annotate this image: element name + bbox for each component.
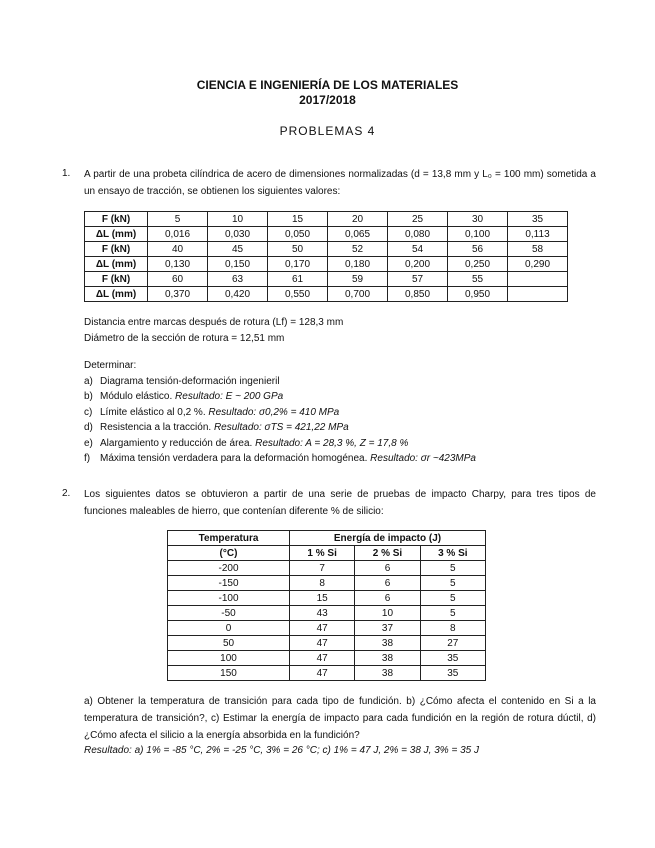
problem-1-intro: A partir de una probeta cilíndrica de acero de dimensiones normalizadas (d = 13,8 mm y L₀ = 100 mm) sometida a un ensayo de tracción, se obtienen los siguientes valores: [84,169,596,197]
task-label: f) [84,453,91,464]
table-cell: -150 [168,576,290,591]
row-header: F (kN) [85,212,148,227]
task-text: Máxima tensión verdadera para la deformación homogénea. [100,453,371,464]
table-cell: -100 [168,591,290,606]
table-cell: 5 [420,591,485,606]
table-cell: 38 [355,651,420,666]
table-cell: 0,950 [448,287,508,302]
task-text: Diagrama tensión-deformación ingenieril [100,375,280,387]
row-header: F (kN) [85,272,148,287]
table-cell: 0,065 [328,227,388,242]
table-cell: 38 [355,666,420,681]
table-cell: 35 [420,666,485,681]
table-cell: 100 [168,651,290,666]
table-cell: 8 [290,576,355,591]
table-cell: 30 [448,212,508,227]
table-row [168,561,486,576]
task-item [84,374,596,390]
doc-title: CIENCIA E INGENIERÍA DE LOS MATERIALES [196,78,459,92]
problem-2-number: 2. [62,488,71,499]
header-col: 2 % Si [355,546,420,561]
table-cell [508,287,568,302]
table-cell: 15 [268,212,328,227]
table-row [85,242,568,257]
table-cell: 50 [268,242,328,257]
table-cell: 58 [508,242,568,257]
task-item [84,451,596,467]
table-cell: 6 [355,591,420,606]
table-cell: 47 [290,666,355,681]
task-list [84,374,596,467]
task-result: Resultado: σTS = 421,22 MPa [213,422,349,433]
table-cell: 0,050 [268,227,328,242]
task-label: a) [84,375,93,387]
table-cell: -50 [168,606,290,621]
charpy-table [167,530,486,681]
table-cell: 27 [420,636,485,651]
table-cell: -200 [168,561,290,576]
table-cell: 25 [388,212,448,227]
table-cell: 150 [168,666,290,681]
table-cell: 6 [355,561,420,576]
table-cell: 61 [268,272,328,287]
table-cell: 0,170 [268,257,328,272]
table-cell: 59 [328,272,388,287]
table-cell: 20 [328,212,388,227]
table-cell: 0,150 [208,257,268,272]
table-cell: 60 [148,272,208,287]
problem-1-number: 1. [62,168,71,179]
header-col: 3 % Si [420,546,485,561]
doc-subtitle: PROBLEMAS 4 [279,124,376,138]
task-result: Resultado: σr ~423MPa [370,453,476,464]
task-result: Resultado: A = 28,3 %, Z = 17,8 % [255,437,409,449]
determine-label: Determinar: [84,360,137,371]
table-cell: 0,370 [148,287,208,302]
task-label: c) [84,406,93,418]
table-cell: 37 [355,621,420,636]
header-unit: (°C) [168,546,290,561]
table-row [168,606,486,621]
table-cell: 15 [290,591,355,606]
task-result: Resultado: σ0,2% = 410 MPa [208,406,340,418]
table-cell: 6 [355,576,420,591]
table-cell: 0 [168,621,290,636]
table-cell: 52 [328,242,388,257]
problem-1-data [84,315,596,467]
task-result: Resultado: E ~ 200 GPa [175,391,284,402]
problem-2-questions: a) Obtener la temperatura de transición para cada tipo de fundición. b) ¿Cómo afecta el contenido en Si a la temperatura de transición?, c) Estimar la energía de impacto para cada fundición en la región de rotura dúctil, d) ¿Cómo afecta el silicio a la energía absorbida en la fundición? [84,696,596,741]
table-row [168,666,486,681]
table-cell [508,272,568,287]
table-cell: 55 [448,272,508,287]
task-item [84,436,596,452]
table-row [85,257,568,272]
row-header: ΔL (mm) [85,227,148,242]
final-length: Distancia entre marcas después de rotura (Lf) = 128,3 mm [84,317,344,328]
table-row [168,636,486,651]
table-cell: 5 [148,212,208,227]
task-text: Módulo elástico. [100,391,176,402]
table-row [85,227,568,242]
table-row [168,591,486,606]
problem-2-intro: Los siguientes datos se obtuvieron a partir de una serie de pruebas de impacto Charpy, para tres tipos de funciones maleables de hierro, que contenían diferente % de silicio: [84,489,596,517]
task-label: d) [84,422,93,433]
row-header: ΔL (mm) [85,287,148,302]
table-cell: 8 [420,621,485,636]
task-text: Límite elástico al 0,2 %. [100,406,209,418]
table-row [85,212,568,227]
table-cell: 0,016 [148,227,208,242]
table-row [85,272,568,287]
table-cell: 0,030 [208,227,268,242]
table-row [168,651,486,666]
table-cell: 0,113 [508,227,568,242]
table-cell: 0,420 [208,287,268,302]
table-cell: 7 [290,561,355,576]
table-cell: 56 [448,242,508,257]
table-cell: 0,700 [328,287,388,302]
task-label: e) [84,437,93,449]
table-cell: 54 [388,242,448,257]
tensile-data-table [84,211,568,302]
table-cell: 0,290 [508,257,568,272]
table-cell: 47 [290,651,355,666]
table-cell: 0,250 [448,257,508,272]
table-cell: 0,180 [328,257,388,272]
table-cell: 5 [420,561,485,576]
fracture-diameter: Diámetro de la sección de rotura = 12,51 mm [84,332,285,344]
table-cell: 47 [290,621,355,636]
task-text: Alargamiento y reducción de área. [100,437,256,449]
table-cell: 35 [420,651,485,666]
table-cell: 47 [290,636,355,651]
header-energy: Energía de impacto (J) [290,531,486,546]
table-row [168,576,486,591]
row-header: F (kN) [85,242,148,257]
table-row [85,287,568,302]
table-cell: 0,850 [388,287,448,302]
table-cell: 40 [148,242,208,257]
table-cell: 0,100 [448,227,508,242]
table-cell: 10 [355,606,420,621]
task-text: Resistencia a la tracción. [100,422,214,433]
header-temperature: Temperatura [168,531,290,546]
table-cell: 0,550 [268,287,328,302]
table-cell: 0,130 [148,257,208,272]
task-item [84,389,596,405]
table-cell: 5 [420,606,485,621]
table-cell: 43 [290,606,355,621]
task-item [84,420,596,436]
task-item [84,405,596,421]
doc-year: 2017/2018 [299,93,356,107]
table-cell: 0,080 [388,227,448,242]
row-header: ΔL (mm) [85,257,148,272]
table-cell: 35 [508,212,568,227]
table-cell: 45 [208,242,268,257]
table-cell: 50 [168,636,290,651]
table-row [168,621,486,636]
table-cell: 38 [355,636,420,651]
problem-2-result: Resultado: a) 1% = -85 °C, 2% = -25 °C, 3% = 26 °C; c) 1% = 47 J, 2% = 38 J, 3% = 35 J [84,745,479,756]
table-cell: 63 [208,272,268,287]
table-cell: 10 [208,212,268,227]
header-col: 1 % Si [290,546,355,561]
table-cell: 57 [388,272,448,287]
table-cell: 5 [420,576,485,591]
task-label: b) [84,391,93,402]
table-cell: 0,200 [388,257,448,272]
